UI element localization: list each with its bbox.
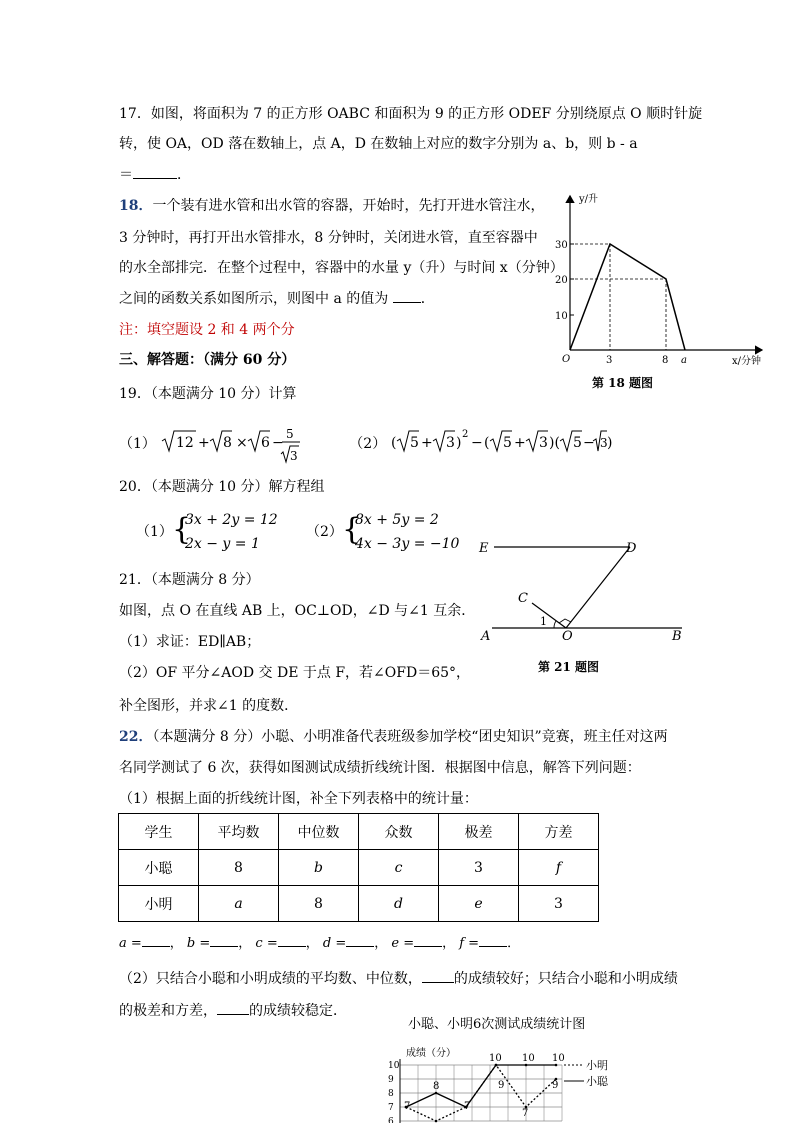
q19-p2-label: （2） [349,436,387,452]
table-header-row [119,814,599,850]
answer-f-label: f = [459,936,480,951]
answer-f-blank[interactable] [479,932,507,947]
svg-text:): ) [606,435,613,451]
table-header: 平均数 [199,814,279,850]
chart-data-label: 7 [522,1108,529,1119]
answer-d-label: d = [322,936,347,951]
q20-p1-label: （1） [136,524,173,540]
q22-part2-blank2[interactable] [217,1000,249,1015]
q19-part1 [119,424,611,464]
q22-part2-line2 [119,1000,347,1021]
answer-c-label: c = [255,936,278,951]
q20-p1-eq1: 3x + 2y = 12 [185,512,278,528]
answer-e-blank[interactable] [414,932,442,947]
q18-text1: 一个装有进水管和出水管的容器，开始时，先打开进水管注水， [152,198,545,214]
chart-point [435,1092,438,1095]
chart-data-label: 9 [498,1080,505,1091]
svg-text:×: × [236,435,249,451]
q18-line3: 的水全部排完．在整个过程中，容器中的水量 y（升）与时间 x（分钟） [119,260,564,276]
table-header: 学生 [119,814,199,850]
svg-text:3: 3 [538,435,548,451]
chart-series-line [406,1065,559,1107]
svg-text:3: 3 [599,436,608,450]
svg-text:(: ( [483,435,490,451]
fig21-caption: 第 21 题图 [538,660,600,674]
chart-legend-label: 小聪 [586,1075,608,1088]
q18-line1 [119,196,544,216]
table-header: 中位数 [279,814,359,850]
q20-title: 20．（本题满分 10 分）解方程组 [119,479,325,495]
answer-d-blank[interactable] [346,932,374,947]
q21-part1: （1）求证：ED∥AB； [119,634,261,650]
table-cell: e [439,886,519,922]
svg-text:(: ( [390,435,397,451]
q20-p2-brace: { [342,512,362,547]
chart-data-label: 7 [404,1101,411,1112]
svg-text:5: 5 [502,435,512,451]
q22-number: 22． [119,729,153,745]
table-cell: 3 [519,886,599,922]
fig18-tick-20: 20 [555,275,568,286]
fig18-xlabel: x/分钟 [732,356,762,367]
svg-text:−: − [582,435,595,451]
fig21-label-1: 1 [540,615,547,628]
q22-part2-blank1[interactable] [422,968,454,983]
fig18-tick-a: a [681,355,687,366]
q18-text4: 之间的函数关系如图所示，则图中 a 的值为 [119,291,389,307]
svg-text:5: 5 [286,427,295,441]
chart-y-tick: 9 [388,1075,394,1085]
svg-text:): ) [455,435,462,451]
svg-text:3: 3 [290,449,299,463]
note: 注：填空题设 2 和 4 两个分 [119,322,295,338]
q19-p1-expr [160,424,300,464]
chart-data-label: 9 [552,1080,559,1091]
q21-title: 21．（本题满分 8 分） [119,572,260,588]
q22-part2-text2: 的成绩较好；只结合小聪和小明成绩 [453,971,678,987]
q17-equals: ＝ [119,167,133,183]
q18-number: 18． [119,198,153,214]
q17-line3 [119,164,191,185]
q17-period: ． [177,167,191,183]
q22-text1: （本题满分 8 分）小聪、小明准备代表班级参加学校“团史知识”竞赛，班主任对这两 [152,729,668,745]
fig18-graph [540,188,775,388]
q18-blank[interactable] [393,288,421,303]
svg-text:5: 5 [409,435,419,451]
q17-line2: 转，使 OA，OD 落在数轴上，点 A，D 在数轴上对应的数字分别为 a、b，则 b - a [119,136,638,152]
table-row [119,850,599,886]
q20-p1-eq2: 2x − y = 1 [185,536,260,552]
answer-a-label: a = [119,936,142,951]
answer-a-blank[interactable] [142,932,170,947]
table-cell: 小聪 [119,850,199,886]
fig21-label-E: E [479,541,489,556]
chart-point [525,1064,528,1067]
fig21-segment-OD [566,547,630,628]
section-3-heading: 三、解答题：（满分 60 分） [119,352,296,368]
svg-text:3: 3 [445,435,455,451]
q17-line1: 17．如图，将面积为 7 的正方形 OABC 和面积为 9 的正方形 ODEF 分别绕原点 O 顺时针旋 [119,106,703,122]
fig18-origin: O [562,354,571,365]
answer-c-blank[interactable] [278,932,306,947]
chart-data-label: 7 [464,1101,471,1112]
q18-line2: 3 分钟时，再打开出水管排水，8 分钟时，关闭进水管，直至容器中 [119,230,538,246]
chart-point [435,1120,438,1123]
fig21-label-A: A [481,629,491,644]
fig18-tick-30: 30 [555,240,568,251]
table-header: 众数 [359,814,439,850]
table-header: 方差 [519,814,599,850]
q22-line2: 名同学测试了 6 次，获得如图测试成绩折线统计图．根据图中信息，解答下列问题： [119,760,641,776]
answer-e-label: e = [391,936,415,951]
svg-text:5: 5 [572,435,582,451]
fig18-ylabel: y/升 [579,194,599,205]
q21-line4: 补全图形，并求∠1 的度数． [119,698,299,714]
chart-data-label: 10 [552,1053,565,1064]
q20-p2-eq1: 8x + 5y = 2 [355,512,439,528]
fig21-label-D: D [626,541,637,556]
fig18-caption: 第 18 题图 [592,376,654,390]
q22-part2-text1: （2）只结合小聪和小明成绩的平均数、中位数， [119,971,422,987]
chart-legend-label: 小明 [586,1059,608,1072]
q19-p2-expr [391,424,611,464]
chart-data-label: 8 [433,1081,440,1092]
q21-part2: （2）OF 平分∠AOD 交 DE 于点 F，若∠OFD＝65°， [119,665,471,681]
q21-line1: 如图，点 O 在直线 AB 上，OC⊥OD，∠D 与∠1 互余． [119,603,476,619]
chart-point [555,1064,558,1067]
q20-p2-label: （2） [306,524,343,540]
q22-line1 [119,727,668,747]
answer-b-label: b = [186,936,211,951]
chart-point [495,1064,498,1067]
table-cell: 3 [439,850,519,886]
answer-b-blank[interactable] [210,932,238,947]
svg-text:8: 8 [223,435,233,451]
q22-part1: （1）根据上面的折线统计图，补全下列表格中的统计量： [119,791,478,807]
table-header: 极差 [439,814,519,850]
svg-text:+: + [420,435,433,451]
chart-data-label: 10 [489,1053,502,1064]
svg-text:2: 2 [461,429,469,440]
q20-p2-eq2: 4x − 3y = −10 [355,536,460,552]
table-cell: d [359,886,439,922]
q19-title: 19．（本题满分 10 分）计算 [119,386,297,402]
q20-p1-brace: { [172,512,192,547]
q22-part2-text4: 的成绩较稳定． [249,1003,347,1019]
q17-blank[interactable] [133,164,177,179]
svg-text:+: + [198,435,211,451]
q22-line-chart [360,1008,620,1123]
q22-part2-line1 [119,968,678,989]
q22-answer-line: a = ， b = ， c = ， d = ， e = ， f = ． [119,932,520,954]
table-cell: f [519,850,599,886]
fig18-polyline [570,244,685,350]
table-cell: a [199,886,279,922]
chart-y-tick: 10 [388,1061,400,1071]
q18-period: ． [420,291,435,307]
table-cell: b [279,850,359,886]
q18-line4 [119,288,435,309]
chart-y-tick: 7 [388,1103,394,1113]
svg-text:12: 12 [176,435,195,451]
fig21-label-O: O [562,629,573,644]
chart-data-label: 10 [522,1053,535,1064]
table-cell: 8 [279,886,359,922]
table-cell: 8 [199,850,279,886]
fig18-tick-8: 8 [662,355,669,366]
q22-stat-table [118,813,599,922]
table-row [119,886,599,922]
svg-text:6: 6 [261,435,271,451]
q22-part2-text3: 的极差和方差， [119,1003,217,1019]
chart-y-tick: 8 [388,1089,394,1099]
svg-text:−: − [470,435,483,451]
fig21-geometry [470,535,690,675]
fig21-label-C: C [518,591,528,606]
table-cell: 小明 [119,886,199,922]
svg-text:−: − [272,435,285,451]
chart-title: 小聪、小明6次测试成绩统计图 [408,1017,586,1032]
svg-text:+: + [513,435,526,451]
q19-p1-label: （1） [119,436,156,452]
svg-text:)(: )( [548,435,560,451]
fig21-label-B: B [672,629,682,644]
fig18-tick-3: 3 [606,355,613,366]
table-cell: c [359,850,439,886]
fig18-tick-10: 10 [555,311,568,322]
chart-ylabel: 成绩（分） [406,1048,456,1059]
fig21-segment-OC [532,603,566,628]
chart-y-tick: 6 [388,1117,394,1123]
